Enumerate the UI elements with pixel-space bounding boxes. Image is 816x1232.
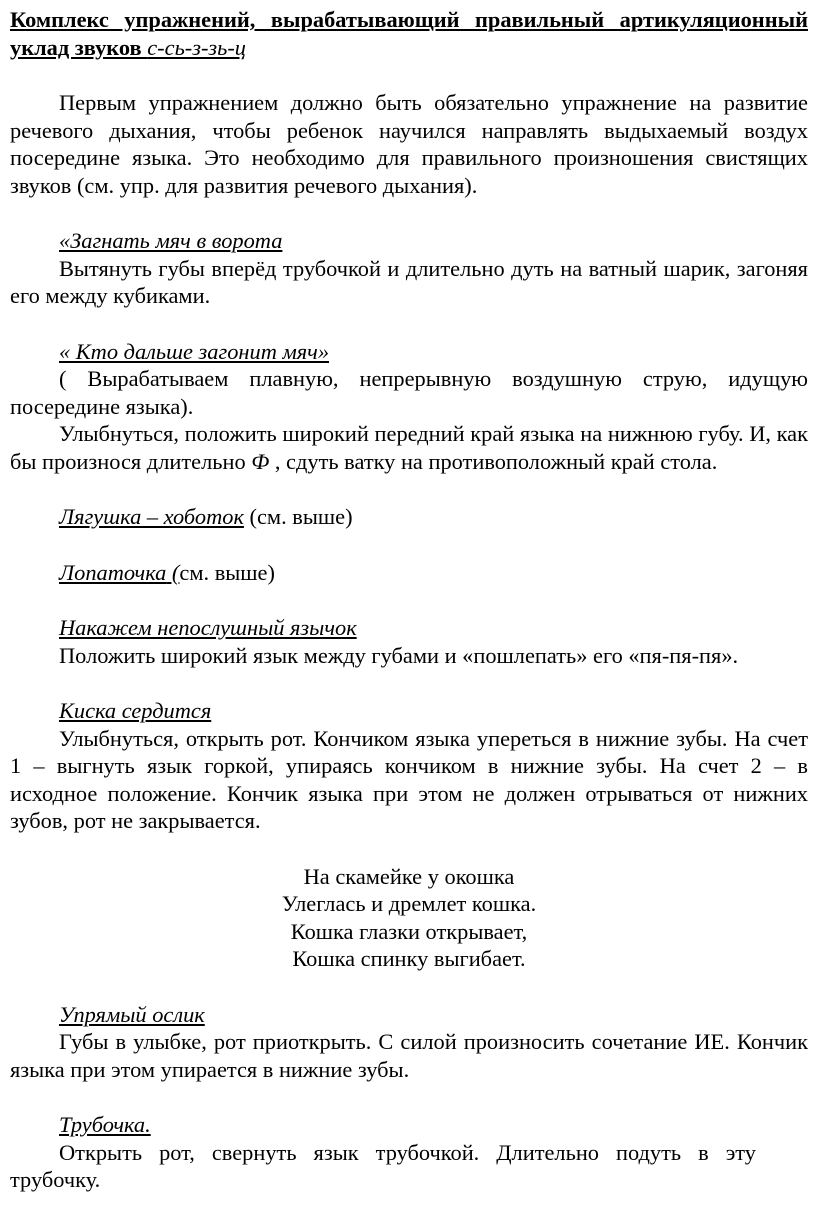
- exercise-title-5-text: Накажем непослушный язычок: [59, 615, 357, 640]
- exercise-title-8: [10, 1111, 808, 1139]
- spacer: [10, 1083, 808, 1111]
- title-main: Комплекс упражнений, вырабатывающий правильный артикуляционный уклад звуков: [10, 7, 808, 60]
- exercise-title-6-text: Киска сердится: [59, 698, 212, 723]
- exercise-title-2-text: « Кто дальше загонит мяч»: [59, 338, 330, 364]
- spacer: [10, 973, 808, 1001]
- document-page: [10, 6, 808, 1194]
- exercise-title-3: Лягушка – хоботок: [59, 504, 244, 529]
- exercise-title-5: [10, 614, 808, 642]
- exercise-title-2: [10, 338, 808, 366]
- exercise-text-2a: ( Вырабатываем плавную, непрерывную воздушную струю, идущую посередине языка).: [10, 366, 808, 419]
- spacer: [10, 531, 808, 559]
- exercise-title-1-text: «Загнать мяч в ворота: [59, 228, 283, 253]
- exercise-text-6: Улыбнуться, открыть рот. Кончиком языка упереться в нижние зубы. На счет 1 – выгнуть язык горкой, упираясь кончиком в нижние зубы. На счет 2 – в исходное положение. Кончик языка при этом не должен отрываться от нижних зубов, рот не закрывается.: [10, 725, 808, 833]
- document-title: [10, 6, 808, 61]
- poem-line: На скамейке у окошка: [303, 863, 515, 889]
- spacer: [10, 475, 808, 503]
- exercise-note-3: (см. выше): [243, 504, 353, 529]
- exercise-text-8: Открыть рот, свернуть язык трубочкой. Длительно подуть в эту трубочку.: [10, 1139, 756, 1192]
- poem-line: Улеглась и дремлет кошка.: [281, 891, 537, 916]
- spacer: [10, 835, 808, 863]
- spacer: [10, 669, 808, 697]
- intro-paragraph: Первым упражнением должно быть обязательно упражнение на развитие речевого дыхания, чтобы ребенок научился направлять выдыхаемый воздух посередине языка. Это необходимо для правильного произношения свистящих звуков (см. упр. для развития речевого дыхания).: [10, 90, 808, 198]
- exercise-note-4: см. выше): [179, 559, 275, 585]
- spacer: [10, 310, 808, 338]
- exercise-title-6: [10, 697, 808, 725]
- exercise-title-7-text: Упрямый ослик: [59, 1001, 205, 1027]
- exercise-title-4: Лопаточка: [59, 559, 167, 585]
- spacer: [10, 199, 808, 227]
- exercise-text-5: Положить широкий язык между губами и «пошлепать» его «пя-пя-пя».: [59, 642, 739, 668]
- exercise-paren-4: (: [166, 559, 180, 585]
- exercise-title-1: [10, 227, 808, 255]
- poem: [10, 863, 808, 973]
- exercise-text-2b-part2: , сдуть ватку на противоположный край стола.: [269, 448, 718, 474]
- exercise-text-2b: [10, 420, 808, 475]
- spacer: [10, 586, 808, 614]
- exercise-title-7: [10, 1001, 808, 1029]
- poem-line: Кошка глазки открывает,: [290, 918, 528, 944]
- exercise-3: [10, 503, 808, 531]
- poem-line: Кошка спинку выгибает.: [292, 946, 526, 971]
- exercise-text-2b-part1: Улыбнуться, положить широкий передний край языка на нижнюю губу. И, как бы произнося длительно: [10, 421, 808, 474]
- title-sounds: с-сь-з-зь-ц: [147, 34, 246, 60]
- spacer: [10, 61, 808, 89]
- exercise-4: [10, 559, 808, 587]
- exercise-title-8-text: Трубочка.: [59, 1112, 151, 1137]
- exercise-text-1: Вытянуть губы вперёд трубочкой и длительно дуть на ватный шарик, загоняя его между кубиками.: [10, 255, 808, 308]
- exercise-text-7: Губы в улыбке, рот приоткрыть. С силой произносить сочетание ИЕ. Кончик языка при этом упирается в нижние зубы.: [10, 1029, 808, 1082]
- letter-f: Ф: [251, 448, 270, 474]
